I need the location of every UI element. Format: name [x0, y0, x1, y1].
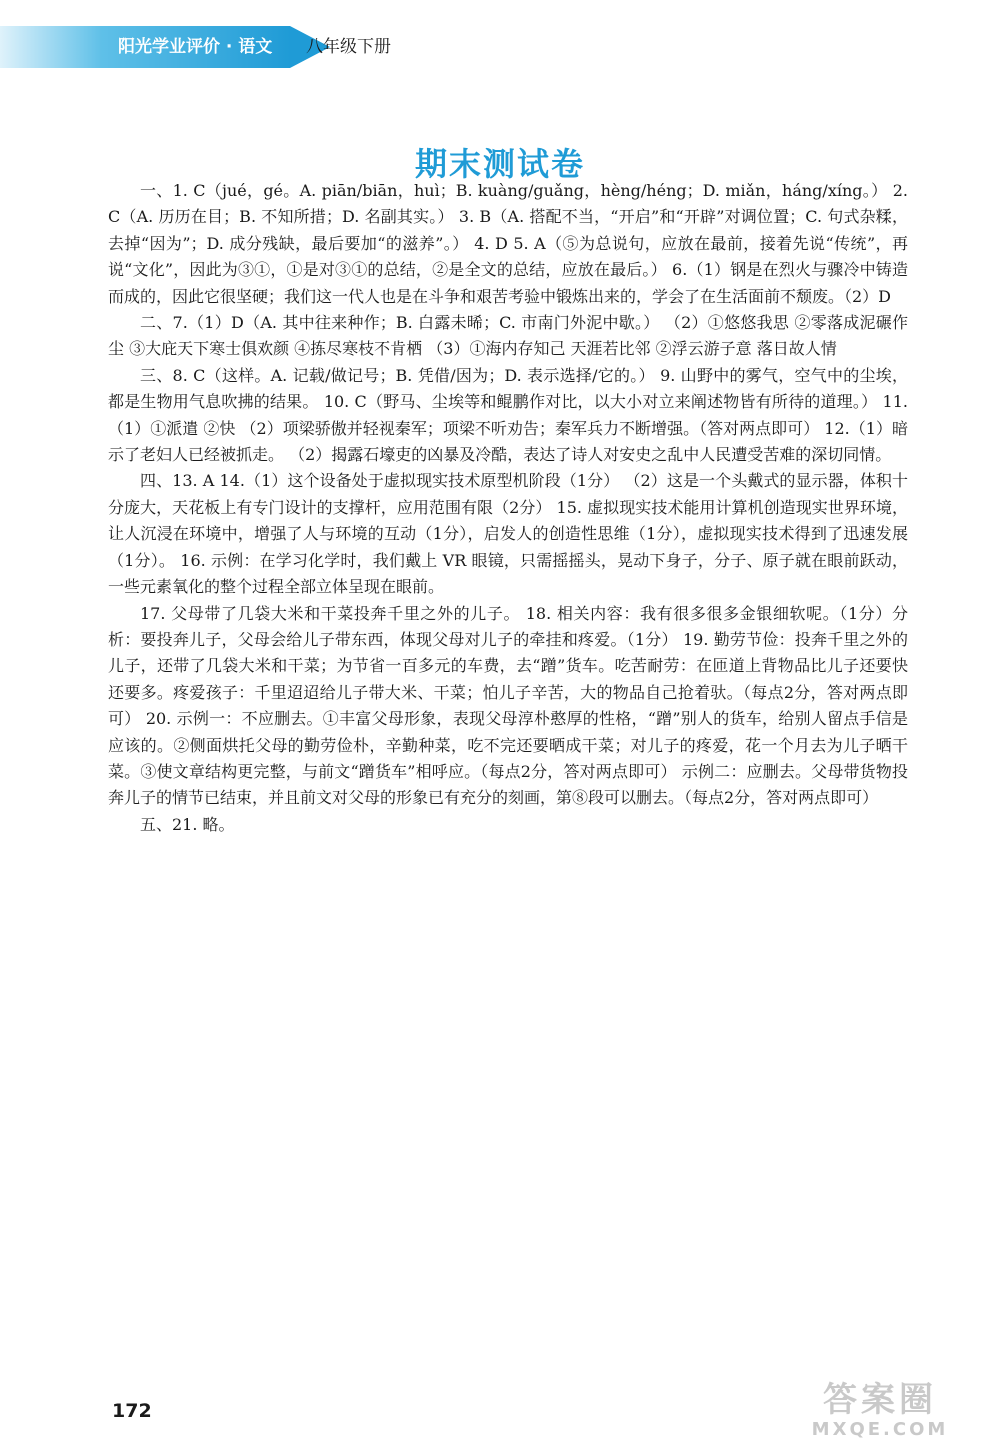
page-title: 期末测试卷 — [414, 145, 585, 184]
answer-paragraph: 17. 父母带了几袋大米和干菜投奔千里之外的儿子。 18. 相关内容：我有很多很多金银细软呢。（1分）分析：要投奔儿子，父母会给儿子带东西，体现父母对儿子的牵挂和疼爱。（1分） 19. 勤劳节俭：投奔千里之外的儿子，还带了几袋大米和干菜；为节省一百多元的车费，去“蹭”货车。吃苦耐劳：在匝道上背物品比儿子还要快还要多。疼爱孩子：千里迢迢给儿子带大米、干菜；怕儿子辛苦，大的物品自己抢着驮。（每点2分，答对两点即可） 20. 示例一：不应删去。①丰富父母形象，表现父母淳朴憨厚的性格，“蹭”别人的货车，给别人留点手信是应该的。②侧面烘托父母的勤劳俭朴，辛勤种菜，吃不完还要晒成干菜；对儿子的疼爱，花一个月去为儿子晒干菜。③使文章结构更完整，与前文“蹭货车”相呼应。（每点2分，答对两点即可） 示例二：应删去。父母带货物投奔儿子的情节已结束，并且前文对父母的形象已有充分的刻画，第⑧段可以删去。（每点2分，答对两点即可） — [108, 603, 908, 808]
answer-paragraph: 三、8. C（这样。A. 记载/做记号；B. 凭借/因为；D. 表示选择/它的。） 9. 山野中的雾气，空气中的尘埃，都是生物用气息吹拂的结果。 10. C（野马、尘埃等和鲲鹏作对比，以大小对立来阐述物皆有所待的道理。） 11.（1）①派遣 ②快 （2）项梁骄傲并轻视秦军；项梁不听劝告；秦军兵力不断增强。（答对两点即可） 12.（1）暗示了老妇人已经被抓走。 （2）揭露石壕吏的凶暴及冷酷，表达了诗人对安史之乱中人民遭受苦难的深切同情。 — [108, 365, 908, 465]
watermark-bottom: MXQE.COM — [811, 1419, 949, 1440]
answer-paragraph: 一、1. C（jué，gé。A. piān/biān，huì；B. kuàng/guǎng，hèng/héng；D. miǎn，háng/xíng。） 2. C（A. 历历在目；B. 不知所措；D. 名副其实。） 3. B（A. 搭配不当，“开启”和“开辟”对调位置；C. 句式杂糅，去掉“因为”；D. 成分残缺，最后要加“的滋养”。） 4. D 5. A（⑤为总说句，应放在最前，接着先说“传统”，再说“文化”，因此为③①，①是对③①的总结，②是全文的总结，应放在最后。） 6.（1）钢是在烈火与骤冷中铸造而成的，因此它很坚硬；我们这一代人也是在斗争和艰苦考验中锻炼出来的，学会了在生活面前不颓废。（2）D — [108, 181, 908, 306]
answer-content — [108, 178, 908, 838]
watermark-logo — [770, 1382, 990, 1446]
page-number: 172 — [112, 1400, 152, 1422]
watermark-top: 答案圈 — [823, 1380, 937, 1420]
answer-paragraph: 五、21. 略。 — [140, 814, 235, 834]
answer-paragraph: 四、13. A 14.（1）这个设备处于虚拟现实技术原型机阶段（1分） （2）这是一个头戴式的显示器，体积十分庞大，天花板上有专门设计的支撑杆，应用范围有限（2分） 15. 虚拟现实技术能用计算机创造现实世界环境，让人沉浸在环境中，增强了人与环境的互动（1分），启发人的创造性思维（1分），虚拟现实技术得到了迅速发展（1分）。 16. 示例：在学习化学时，我们戴上 VR 眼镜，只需摇摇头，晃动下身子，分子、原子就在眼前跃动，一些元素氧化的整个过程全部立体呈现在眼前。 — [108, 471, 908, 597]
book-title: 阳光学业评价 · 语文 — [118, 37, 273, 57]
answer-paragraph: 二、7.（1）D（A. 其中往来种作；B. 白露未晞；C. 市南门外泥中歇。） （2）①悠悠我思 ②零落成泥碾作尘 ③大庇天下寒士俱欢颜 ④拣尽寒枝不肯栖 （3）①海内存知己 天涯若比邻 ②浮云游子意 落日故人情 — [108, 313, 908, 359]
grade-label: 八年级下册 — [306, 37, 391, 57]
